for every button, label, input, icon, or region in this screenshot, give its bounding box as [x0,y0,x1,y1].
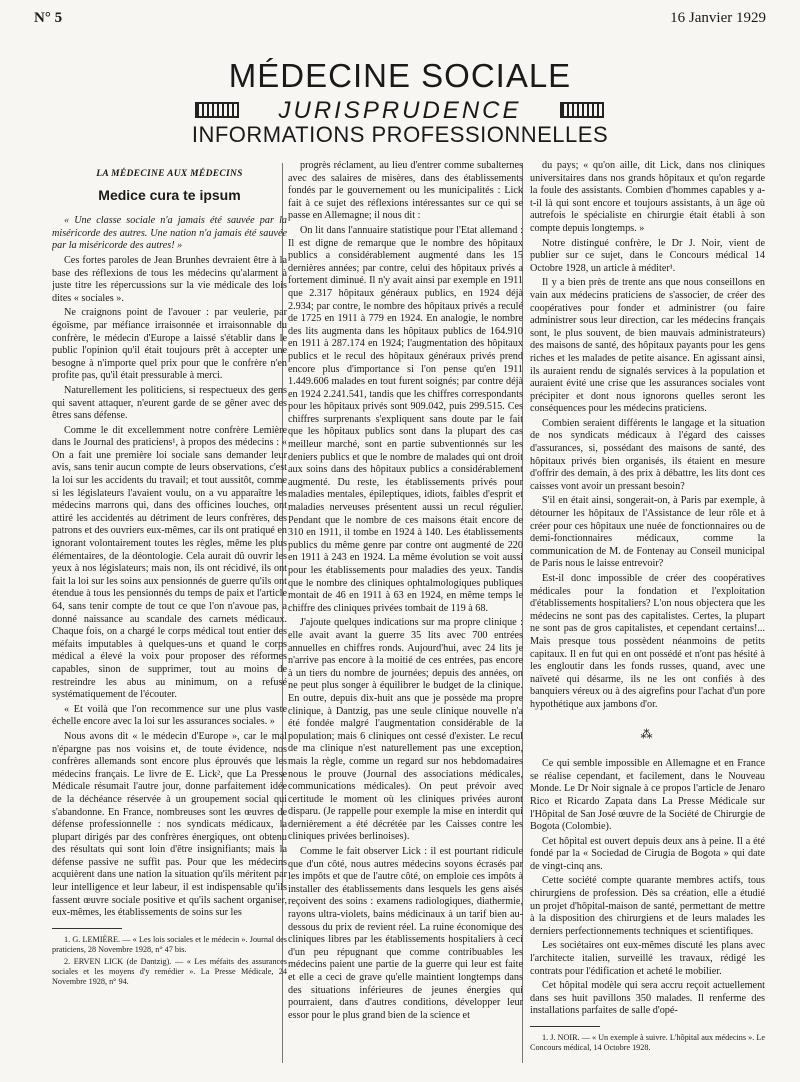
article-epigraph: « Une classe sociale n'a jamais été sauvée par la miséricorde des autres. Une nation n'a jamais été sauvée par la miséricorde des autres! » [52,215,287,252]
article-kicker: LA MÉDECINE AUX MÉDECINS [96,169,243,179]
masthead-subtitle-2: INFORMATIONS PROFESSIONNELLES [191,122,609,147]
ornament-right-icon [560,102,604,118]
masthead-title: MÉDECINE SOCIALE [228,57,572,94]
paragraph: Ces fortes paroles de Jean Brunhes devraient être à la base des réflexions de tous les médecins qu'alarment à juste titre les répercussions sur la vie médicale des lois dites « sociales ». [52,254,287,304]
column-3 [530,160,765,1072]
paragraph: Notre distingué confrère, le Dr J. Noir, vient de publier sur ce sujet, dans le Concours médical 14 Octobre 1928, un article à méditer¹. [530,237,765,274]
footnote-rule [530,1026,600,1027]
footnote: 1. J. NOIR. — « Un exemple à suivre. L'hôpital aux médecins ». Le Concours médical, 14 Octobre 1928. [530,1033,765,1052]
paragraph: Naturellement les politiciens, si respectueux des gens qui savent attaquer, n'eurent garde de se gêner avec des êtres sans défense. [52,384,287,422]
quoted-paragraph: Est-il donc impossible de créer des coopératives médicales pour la fondation et l'exploitation d'établissements hospitaliers? L'on nous objectera que les médecins ne sont pas des capitalistes. Certes, la plupart ne sont pas de gros capitalistes, et cependant certains!... Mais presque tous possèdent néanmoins de petits capitaux. Il en fut qui en ont possédé et n'ont pas hésité à les engloutir dans les fonds russes, quand, avec une naïveté qui désarme, ils ne les ont confiés à des banquiers véreux ou à des aigrefins pour l'achat d'un pore hypothétique aux jambons d'or. [530,573,765,710]
paragraph: Cet hôpital modèle qui sera accru reçoit actuellement dans ses huit pavillons 350 malades. Il renferme des installations parfaites de salle d'opé- [530,980,765,1017]
issue-number: N° 5 [34,10,63,26]
quoted-paragraph: Combien seraient différents le langage et la situation de nos syndicats médicaux à l'égard des caisses d'assurances, si, possédant des maisons de santé, des hôpitaux privés bien organisés, ils étaient en mesure d'offrir des demain, à des prix à débattre, les lits dont ces caisses vont avoir un pressant besoin? [530,417,765,492]
paragraph: Comme le fait observer Lick : il est pourtant ridicule que d'un côté, nous autres médecins soyons écrasés par les impôts et que de l'autre côté, on emploie ces impôts à installer des établissements dans lesquels les gens aisés reçoivent des soins : examens radiologiques, diathermie, rayons ultra-violets, bains médicinaux à un tarif bien au-dessous du prix de revient réel. La ruine économique des cliniques libres par les établissements hospitaliers à ceci d'un peu répugnant que comme contribuables les médecins paient une partie de la guerre qui leur est faite et elle a ceci de grave qu'elle maintient longtemps dans des situations inférieures de jeunes énergies qui pourraient, dans d'autres conditions, développer leur essor pour le plus grand bien de la science et [288,846,523,1021]
paragraph: progrès réclament, au lieu d'entrer comme subalternes avec des salaires de misères, dans des établissements fondés par le gouvernement ou les municipalités : Lick fait à ce sujet des réflexions intéressantes sur ce qui se passe en Allemagne; il nous dit : [288,160,523,222]
paragraph: Comme le dit excellemment notre confrère Lemière dans le Journal des praticiens¹, à propos des médecins : « On a fait une première loi sociale sans demander leur avis, sans tenir aucun compte de leurs observations, c'est la loi sur les accidents du travail; et tout aussitôt, comme si les législateurs l'avaient voulu, on a vu apparaître les médecins marrons qui, dans des officines louches, ont attiré les accidentés au détriment de leurs confrères, des patrons et des ouvriers eux-mêmes, car ils ont pratiqué en ignorant volontairement toutes les règles, même les plus élémentaires, de la déontologie. Cela aurait dû ouvrir les yeux à nos législateurs; mais non, ils ont récidivé, ils ont fait la loi sur les soins aux pensionnés de guerre qu'ils ont étendue à tous les pensionnés du temps de paix et l'article 64, sans tenir compte de tout ce que l'on n'avoue pas, a donné naissance au scandale des carnets médicaux. Chaque fois, on a chargé le corps médical tout entier des méfaits imputables à quelques-uns et quand le corps médical a élevé la voix pour proposer des réformes capables, sinon de supprimer, tout au moins de restreindre les abus au minimum, on a refusé systématiquement de l'écouter. [52,424,287,701]
quoted-paragraph: Il y a bien près de trente ans que nous conseillons en vain aux médecins praticiens de s'associer, de créer des coopératives pour fonder et administrer (ou faire administrer sous leur direction, car les médecins français sont, le plus souvent, de bien mauvais administrateurs) des maisons de santé, des hôpitaux payants pour les gens riches et les malades de petite aisance. En agissant ainsi, ils auraient rendu de signalés services à la population et auraient évité une crise que les assurances sociales vont précipiter et dont nous ignorons quelles seront les conséquences pour les médecins praticiens. [530,277,765,415]
column-1 [52,160,287,1072]
article-title: Medice cura te ipsum [98,186,241,203]
paragraph: Les sociétaires ont eux-mêmes discuté les plans avec l'architecte italien, surveillé les travaux, rédigé les contrats pour l'édification et acheté le mobilier. [530,940,765,977]
paragraph: Cet hôpital est ouvert depuis deux ans à peine. Il a été fondé par la « Sociedad de Cirugia de Bogota » qui date de vingt-cinq ans. [530,835,765,872]
issue-date: 16 Janvier 1929 [670,10,766,26]
footnote: 2. ERVEN LICK (de Dantzig). — « Les méfaits des assurances sociales et les moyens d'y remédier ». La Presse Médicale, 24 Novembre 1928, n° 94. [52,956,287,986]
paragraph: Cette société compte quarante membres actifs, tous chirurgiens de profession. Dès sa création, elle a étudié un projet d'hôpital-maison de santé, permettant de mettre à la disposition des chirurgiens et de leurs malades les derniers perfectionnements techniques et scientifiques. [530,875,765,937]
quoted-paragraph: S'il en était ainsi, songerait-on, à Paris par exemple, à détourner les hôpitaux de l'Assistance de leur rôle et à créer pour ces hôpitaux une nuée de fonctionnaires ou de demi-fonctionnaires médicaux, comme la communication de M. de Fontenay au Conseil municipal de Paris nous le laisse entrevoir? [530,495,765,570]
footnote: 1. G. LEMIÈRE. — « Les lois sociales et le médecin ». Journal des praticiens, 28 Novembre 1928, n° 47 bis. [52,934,287,954]
paragraph: Ce qui semble impossible en Allemagne et en France se réalise cependant, et facilement, dans le Nouveau Monde. Le Dr Noir signale à ce propos l'article de Jenaro Rico et Ricardo Zapata dans La Presse Médicale sur l'Hôpital de San José œuvre de la Société de Chirurgie de Bogota (Colombie). [530,758,765,833]
masthead-subtitle-1: JURISPRUDENCE [278,97,522,124]
quoted-paragraph: J'ajoute quelques indications sur ma propre clinique : elle avait avant la guerre 35 lits avec 700 entrées annuelles en chiffres ronds. Aujourd'hui, avec 24 lits je n'arrive pas encore à la moitié de ces entrées, pas encore à un tiers du nombre de journées; depuis des années, on ne peut plus songer à équilibrer le budget de la clinique. En outre, depuis dix-huit ans que je possède ma propre clinique, à Dantzig, pas une seule clinique nouvelle n'a été fondée malgré l'augmentation considérable de la population; mais 6 cliniques ont cessé d'exister. Le recul de ma clinique n'est naturellement pas une exception, mais la règle, comme un regard sur nos hebdomadaires nous le prouve (Journal des associations médicales, communications médicales). On peut prévoir avec certitude le moment où les cliniques privées auront disparu. (Je rappelle pour exemple la mise en interdit qui dernièrement a été décrétée par les Caisses contre les cliniques privées berlinoises). [288,617,523,843]
paragraph: Ne craignons point de l'avouer : par veulerie, par égoïsme, par méfiance irraisonnée et irraisonnable du confrère, le médecin d'Europe a laissé s'établir dans le public l'opinion qu'il était toujours prêt à accepter une besogne à n'importe quel prix pour que le confrère n'en profite pas, qu'il était pressurable à merci. [52,307,287,382]
paragraph: « Et voilà que l'on recommence sur une plus vaste échelle encore avec la loi sur les assurances sociales. » [52,703,287,728]
running-head [34,10,766,32]
section-break-icon: ⁂ [640,726,655,741]
paragraph: du pays; « qu'on aille, dit Lick, dans nos cliniques universitaires dans nos grands hôpitaux et qu'on regarde la foule des assistants. Combien d'hommes capables y a-t-il là qui sont encore et toujours assistants, à un âge où autrefois le spécialiste en chirurgie était établi à son compte depuis longtemps. » [530,160,765,234]
column-2 [288,160,523,1072]
footnote-rule [52,928,122,929]
quoted-paragraph: On lit dans l'annuaire statistique pour l'Etat allemand : Il est digne de remarque que le nombre des hôpitaux publics a considérablement augmenté dans les 15 dernières années; par contre, celui des hôpitaux privés a fortement diminué. Il n'y avait ainsi par exemple en 1911 que 2.317 hôpitaux généraux publics, en 1924 déjà 2.934; par contre, le nombre des hôpitaux privés a reculé de 1725 en 1911 à 779 en 1924. En analogie, le nombre des lits augmenta dans les hôpitaux publics de 164.910 en 1911 à 287.174 en 1924; l'augmentation des hôpitaux publics et le recul des hôpitaux généraux privés prend encore plus d'importance si l'on pense qu'en 1911 1.449.606 malades en tout furent soignés; par contre déjà en 1924 2.241.541, tandis que les chiffres correspondants pour les hôpitaux privés sont 909.042, puis 299.515. Ces chiffres surprenants s'expliquent sans doute par le fait que les hôpitaux publics sont dans la plupart des cas meilleur marché, sont en partie subventionnés sur les deniers publics et que le nombre de malades qui ont droit aux soins dans des hôpitaux publics a considérablement augmenté. Du reste, les établissements privés pour maladies mentales, épileptiques, idiots, faibles d'esprit et maladies nerveuses présentent aussi un recul régulier. Pendant que le nombre de ces maisons était encore de 310 en 1911, il tombe en 1924 à 140. Les établissements publics du même genre par contre ont augmenté de 220 en 1911 à 243 en 1924. La même évolution se voit aussi pour les établissements pour maladies des yeux. Tandis que le nombre des cliniques ophtalmologiques publiques montait de 46 en 1911 à 63 en 1924, en même temps le chiffre des cliniques privées tombait de 119 à 68. [288,224,523,614]
paragraph: Nous avons dit « le médecin d'Europe », car le mal n'épargne pas nos voisins et, de toute évidence, nos confrères allemands sont encore plus éprouvés que les médecins français. Le livre de E. Lick², que La Presse Médicale résumait l'autre jour, donne parfaitement idée de la déchéance réservée à un groupement social qui s'abandonne. En France, nombreuses sont les œuvres de défense professionnelle : nos syndicats médicaux, la plupart dirigés par des confrères énergiques, ont obtenu des résultats qui sont loin d'être insignifiants; mais la défense passive ne suffit pas. Pour que les médecins acquièrent dans une nation la situation qu'ils méritent par leur intelligence et leur labeur, il est indispensable qu'ils fassent œuvre sociale positive et qu'ils sachent organiser, eux-mêmes, les établissements de soins sur les [52,730,287,919]
